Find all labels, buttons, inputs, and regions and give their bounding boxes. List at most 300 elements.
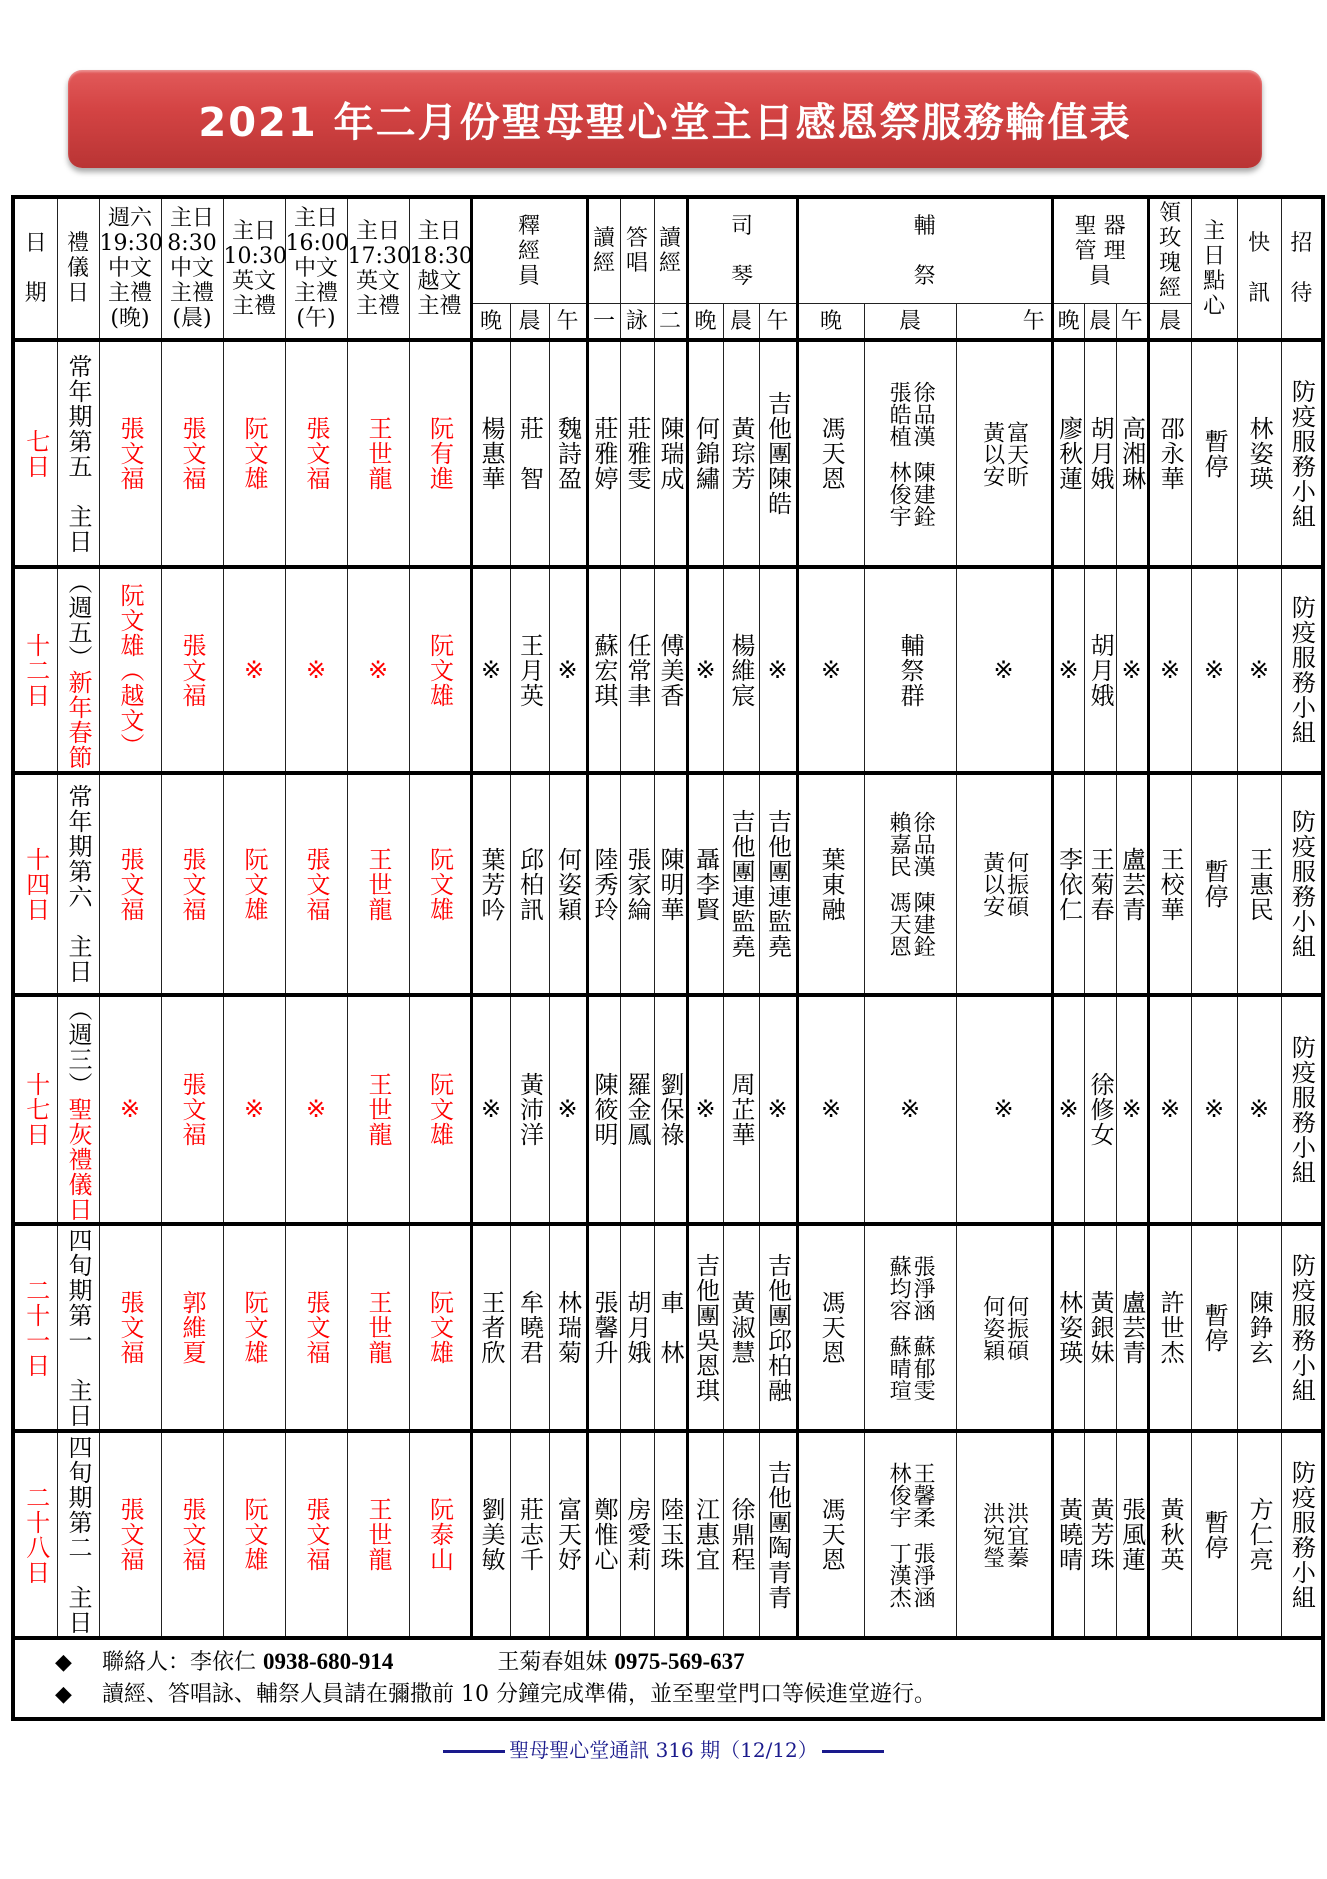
cell-sacristan-morning xyxy=(1084,340,1116,567)
cell-mass-sat-1930 xyxy=(99,340,161,567)
cell-sacristan-noon xyxy=(1116,995,1148,1224)
cell-reading2 xyxy=(654,773,687,995)
cell-lector-explainer-morning xyxy=(510,340,549,567)
date: 二十八日 xyxy=(21,1484,50,1585)
cell-altar-server-morning xyxy=(864,773,956,995)
preparation-note: 讀經、答唱詠、輔祭人員請在彌撒前 10 分鐘完成準備，並至聖堂門口等候進堂遊行。 xyxy=(102,1682,936,1707)
cell-altar-server-morning xyxy=(864,1224,956,1431)
cell-altar-server-morning xyxy=(864,995,956,1224)
liturgy-part: 聖灰禮儀日 xyxy=(64,1097,92,1222)
name-group: 陳建銓 馮天恩 xyxy=(886,891,936,957)
assignee: ※ xyxy=(1117,1095,1146,1124)
cell-sacristan-noon xyxy=(1116,773,1148,995)
assignee: 傅美香 xyxy=(656,632,685,708)
header-newsletter: 快 訊 xyxy=(1237,197,1281,340)
assignee: 張文福 xyxy=(178,632,206,708)
title-banner xyxy=(68,70,1262,168)
cell-mass-sun-0830 xyxy=(161,773,223,995)
contact-phone-2: 0975-569-637 xyxy=(614,1649,745,1674)
assignee: 馮天恩 xyxy=(817,416,846,491)
date: 十七日 xyxy=(21,1072,50,1147)
header-psalm: 答 唱 xyxy=(620,197,654,304)
cell-usher xyxy=(1281,995,1323,1224)
assignee: 吉他團陳皓 xyxy=(763,391,792,516)
cell-rosary-morning xyxy=(1148,1431,1191,1638)
assignee: ※ xyxy=(1245,1095,1274,1124)
assignee: 任常聿 xyxy=(623,632,652,708)
contact-name-2: 王菊春姐妹 xyxy=(497,1650,608,1675)
cell-sacristan-evening xyxy=(1052,340,1084,567)
assignee: 胡月娥 xyxy=(1086,416,1115,491)
cell-mass-sun-0830 xyxy=(161,567,223,773)
assignee: 王惠民 xyxy=(1245,846,1274,922)
assignee: 郭維夏 xyxy=(178,1290,206,1365)
cell-newsletter xyxy=(1237,1431,1281,1638)
assignee: ※ xyxy=(763,1095,792,1124)
assignee: 廖秋蓮 xyxy=(1054,416,1083,491)
cell-psalm xyxy=(620,1224,654,1431)
cell-usher xyxy=(1281,1224,1323,1431)
cell-mass-sun-1030 xyxy=(223,995,285,1224)
assignee: ※ xyxy=(817,1095,846,1124)
header-mass-sun-0830: 主日 8:30 中文 主禮 (晨) xyxy=(161,197,223,340)
assignee: 張文福 xyxy=(116,1290,144,1365)
cell-altar-server-morning xyxy=(864,1431,956,1638)
assignee: 莊志千 xyxy=(515,1497,544,1572)
cell-lector-explainer-morning xyxy=(510,995,549,1224)
roster-row xyxy=(13,340,1323,567)
roster-row xyxy=(13,1431,1323,1638)
cell-altar-server-noon xyxy=(956,1224,1052,1431)
assignee: 胡月娥 xyxy=(1086,632,1115,708)
roster-body xyxy=(13,340,1323,1638)
date: 十二日 xyxy=(21,632,50,708)
divider-line xyxy=(443,1750,505,1753)
assignee: 王者欣 xyxy=(477,1290,505,1365)
assignee: 暫停 xyxy=(1200,1302,1229,1353)
assignee: 邵永華 xyxy=(1156,416,1185,491)
cell-mass-sun-1600 xyxy=(285,340,347,567)
assignee: 聶李賢 xyxy=(691,846,720,922)
footer-notes xyxy=(13,1638,1323,1719)
cell-sacristan-evening xyxy=(1052,1224,1084,1431)
cell-mass-sun-1600 xyxy=(285,1224,347,1431)
cell-sacristan-morning xyxy=(1084,1431,1116,1638)
header-session-evening: 晚 xyxy=(687,304,723,341)
cell-reading1 xyxy=(587,567,620,773)
header-organist: 司 琴 xyxy=(687,197,797,304)
assignee: ※ xyxy=(1156,655,1185,685)
diamond-icon: ◆ xyxy=(55,1650,72,1675)
cell-lector-explainer-noon xyxy=(549,340,587,567)
cell-organist-morning xyxy=(723,1224,759,1431)
assignee: 陳筱明 xyxy=(590,1072,619,1147)
assignee: ※ xyxy=(1200,1095,1229,1124)
assignee: ※ xyxy=(553,1095,582,1124)
assignee: 徐鼎程 xyxy=(727,1497,756,1572)
liturgy-part: 四旬期第一 主日 xyxy=(64,1227,92,1428)
liturgy-part: （週五） xyxy=(64,570,92,670)
liturgy-part: 常年期第六 主日 xyxy=(64,784,92,984)
assignee: 莊雅雯 xyxy=(623,416,652,491)
cell-rosary-morning xyxy=(1148,1224,1191,1431)
cell-reading1 xyxy=(587,1431,620,1638)
cell-mass-sun-1030 xyxy=(223,773,285,995)
cell-mass-sun-1830 xyxy=(409,567,471,773)
assignee: 王世龍 xyxy=(364,416,392,491)
cell-rosary-morning xyxy=(1148,340,1191,567)
assignee: 暫停 xyxy=(1200,1509,1229,1560)
header-reading2-sub: 二 xyxy=(654,304,687,341)
assignee: ※ xyxy=(989,1095,1018,1124)
date-cell xyxy=(13,1431,57,1638)
cell-lector-explainer-morning xyxy=(510,1224,549,1431)
header-session-morning: 晨 xyxy=(864,304,956,341)
cell-organist-morning xyxy=(723,1431,759,1638)
assignee: 張文福 xyxy=(178,1497,206,1572)
cell-organist-evening xyxy=(687,1224,723,1431)
cell-lector-explainer-noon xyxy=(549,1224,587,1431)
liturgy-cell xyxy=(57,995,99,1224)
name-group: 蘇郁雯 蘇晴瑄 xyxy=(886,1334,936,1401)
assignee: 陳瑞成 xyxy=(656,416,685,491)
assignee: 莊雅婷 xyxy=(590,416,619,491)
header-reading2: 讀 經 xyxy=(654,197,687,304)
duty-roster-table xyxy=(11,195,1325,1721)
assignee: 張文福 xyxy=(116,846,144,922)
header-mass-sun-1030: 主日 10:30 英文 主禮 xyxy=(223,197,285,340)
cell-lector-explainer-evening xyxy=(471,1431,510,1638)
assignee: 防疫服務小組 xyxy=(1287,595,1316,745)
cell-sacristan-evening xyxy=(1052,567,1084,773)
contact-label: 聯絡人：李依仁 xyxy=(102,1650,257,1675)
assignee: 張文福 xyxy=(302,1497,330,1572)
cell-mass-sun-1730 xyxy=(347,995,409,1224)
cell-mass-sun-1030 xyxy=(223,340,285,567)
cell-organist-morning xyxy=(723,567,759,773)
cell-snack xyxy=(1191,1224,1237,1431)
assignee: ※ xyxy=(477,655,505,685)
roster-row xyxy=(13,1224,1323,1431)
cell-organist-evening xyxy=(687,1431,723,1638)
cell-mass-sun-1730 xyxy=(347,773,409,995)
assignee: 阮文雄 xyxy=(425,1072,454,1147)
diamond-icon: ◆ xyxy=(55,1682,72,1707)
cell-lector-explainer-evening xyxy=(471,340,510,567)
header-session-evening: 晚 xyxy=(797,304,864,341)
name-group: 張淨涵 蘇均容 xyxy=(886,1254,936,1321)
assignee: 王世龍 xyxy=(364,1072,392,1147)
cell-sacristan-noon xyxy=(1116,340,1148,567)
assignee: 陸玉珠 xyxy=(656,1497,685,1572)
assignee: 莊 智 xyxy=(515,416,544,491)
contact-line xyxy=(55,1646,1321,1679)
assignee: 防疫服務小組 xyxy=(1287,1252,1316,1403)
assignee: 吉他團連監堯 xyxy=(727,809,756,959)
assignee: 黃銀妹 xyxy=(1086,1290,1115,1365)
assignee: 富天妤 xyxy=(553,1497,582,1572)
name-group: 何振碩 黃以安 xyxy=(979,851,1029,917)
header-rosary: 領 玫 瑰 經 xyxy=(1148,197,1191,304)
assignee: ※ xyxy=(116,1095,144,1124)
contact-phone-1: 0938-680-914 xyxy=(263,1649,394,1674)
cell-altar-server-evening xyxy=(797,1431,864,1638)
cell-organist-evening xyxy=(687,773,723,995)
date: 十四日 xyxy=(21,846,50,922)
assignee: 張文福 xyxy=(178,1072,206,1147)
assignee: 防疫服務小組 xyxy=(1287,809,1316,959)
header-session-evening: 晚 xyxy=(471,304,510,341)
assignee: ※ xyxy=(763,655,792,685)
cell-altar-server-morning xyxy=(864,340,956,567)
assignee: 劉美敏 xyxy=(477,1497,505,1572)
assignee: 楊維宸 xyxy=(727,632,756,708)
cell-mass-sun-1600 xyxy=(285,995,347,1224)
name-group: 王馨柔 林俊宇 xyxy=(886,1461,936,1528)
assignee: ※ xyxy=(302,655,330,685)
liturgy-part: 新年春節 xyxy=(64,670,92,770)
cell-altar-server-evening xyxy=(797,340,864,567)
liturgy-cell xyxy=(57,773,99,995)
assignee: 陳明華 xyxy=(656,846,685,922)
assignee: 吉他團邱柏融 xyxy=(763,1252,792,1403)
assignee: 張文福 xyxy=(116,416,144,491)
cell-reading1 xyxy=(587,340,620,567)
date: 七日 xyxy=(21,428,50,479)
header-lector-explainer: 釋 經 員 xyxy=(471,197,587,304)
assignee: 鄭惟心 xyxy=(590,1497,619,1572)
assignee: 陳錚玄 xyxy=(1245,1290,1274,1365)
cell-mass-sun-1830 xyxy=(409,773,471,995)
cell-psalm xyxy=(620,1431,654,1638)
cell-sacristan-morning xyxy=(1084,1224,1116,1431)
header-row xyxy=(13,197,1323,304)
assignee: 阮有進 xyxy=(425,416,454,491)
cell-reading1 xyxy=(587,1224,620,1431)
assignee: 輔祭群 xyxy=(896,632,925,708)
assignee: ※ xyxy=(240,655,268,685)
liturgy-day xyxy=(64,1228,92,1428)
assignee: ※ xyxy=(477,1095,505,1124)
cell-mass-sun-0830 xyxy=(161,1224,223,1431)
name-group: 徐品漢 張皓植 xyxy=(886,380,936,447)
assignee: 吉他團連監堯 xyxy=(763,809,792,959)
liturgy-day xyxy=(64,997,92,1222)
assignee: 車 林 xyxy=(656,1290,685,1365)
cell-psalm xyxy=(620,773,654,995)
assignee: 張文福 xyxy=(178,846,206,922)
assignee: 張文福 xyxy=(116,1497,144,1572)
assignee: 胡月娥 xyxy=(623,1290,652,1365)
cell-reading2 xyxy=(654,1431,687,1638)
cell-reading2 xyxy=(654,1224,687,1431)
assignee: ※ xyxy=(896,1095,925,1124)
cell-mass-sun-1030 xyxy=(223,1431,285,1638)
cell-altar-server-evening xyxy=(797,773,864,995)
header-mass-sun-1600: 主日 16:00 中文 主禮 (午) xyxy=(285,197,347,340)
header-sacristan: 聖 器 管 理 員 xyxy=(1052,197,1148,304)
cell-rosary-morning xyxy=(1148,995,1191,1224)
cell-snack xyxy=(1191,995,1237,1224)
assignee: 阮文雄 xyxy=(240,1290,268,1365)
cell-reading2 xyxy=(654,995,687,1224)
assignee: 張馨升 xyxy=(590,1290,619,1365)
assignee: ※ xyxy=(553,655,582,685)
header-snack: 主 日 點 心 xyxy=(1191,197,1237,340)
assignee: 方仁亮 xyxy=(1245,1497,1274,1572)
cell-reading2 xyxy=(654,567,687,773)
cell-lector-explainer-noon xyxy=(549,567,587,773)
cell-altar-server-morning xyxy=(864,567,956,773)
cell-mass-sun-1730 xyxy=(347,567,409,773)
cell-mass-sat-1930 xyxy=(99,773,161,995)
assignee: 吉他團陶青青 xyxy=(763,1459,792,1610)
roster-row xyxy=(13,567,1323,773)
assignee: ※ xyxy=(1117,655,1146,685)
cell-lector-explainer-noon xyxy=(549,1431,587,1638)
assignee: 張家綸 xyxy=(623,846,652,922)
assignee: 阮文雄 xyxy=(240,1497,268,1572)
cell-sacristan-evening xyxy=(1052,1431,1084,1638)
cell-altar-server-evening xyxy=(797,995,864,1224)
cell-organist-noon xyxy=(759,995,797,1224)
cell-mass-sun-1730 xyxy=(347,340,409,567)
header-rosary-sub: 晨 xyxy=(1148,304,1191,341)
cell-newsletter xyxy=(1237,995,1281,1224)
assignee: 黃淑慧 xyxy=(727,1290,756,1365)
assignee: 王世龍 xyxy=(364,1497,392,1572)
cell-mass-sun-1600 xyxy=(285,1431,347,1638)
assignee: 阮文雄 xyxy=(425,846,454,922)
assignee: 黃琮芳 xyxy=(727,416,756,491)
cell-sacristan-noon xyxy=(1116,1431,1148,1638)
liturgy-day xyxy=(64,354,92,554)
assignee: 江惠宜 xyxy=(691,1497,720,1572)
cell-organist-evening xyxy=(687,340,723,567)
cell-snack xyxy=(1191,773,1237,995)
assignee: 王菊春 xyxy=(1086,846,1115,922)
header-mass-sat-1930: 週六 19:30 中文 主禮 (晚) xyxy=(99,197,161,340)
liturgy-day xyxy=(64,1435,92,1635)
caption-text: 聖母聖心堂通訊 316 期（12/12） xyxy=(509,1738,818,1762)
page-title: 2021 年二月份聖母聖心堂主日感恩祭服務輪值表 xyxy=(198,99,1132,146)
cell-sacristan-evening xyxy=(1052,773,1084,995)
assignee: 何錦繡 xyxy=(691,416,720,491)
roster-row xyxy=(13,995,1323,1224)
cell-usher xyxy=(1281,340,1323,567)
cell-mass-sat-1930 xyxy=(99,567,161,773)
cell-psalm xyxy=(620,340,654,567)
assignee: 盧芸青 xyxy=(1117,846,1146,922)
header-session-morning: 晨 xyxy=(510,304,549,341)
cell-sacristan-evening xyxy=(1052,995,1084,1224)
name-group: 富天昕 黃以安 xyxy=(979,420,1029,487)
assignee: ※ xyxy=(1156,1095,1185,1124)
assignee: ※ xyxy=(691,1095,720,1124)
assignee: 暫停 xyxy=(1200,428,1229,479)
cell-altar-server-noon xyxy=(956,773,1052,995)
assignee: 阮文雄 xyxy=(240,846,268,922)
cell-sacristan-noon xyxy=(1116,567,1148,773)
liturgy-cell xyxy=(57,1431,99,1638)
header-reading1: 讀 經 xyxy=(587,197,620,304)
cell-altar-server-evening xyxy=(797,567,864,773)
cell-newsletter xyxy=(1237,1224,1281,1431)
assignee: 徐修女 xyxy=(1086,1072,1115,1147)
cell-lector-explainer-evening xyxy=(471,1224,510,1431)
header-mass-sun-1830: 主日 18:30 越文 主禮 xyxy=(409,197,471,340)
assignee: 羅金鳳 xyxy=(623,1072,652,1147)
cell-organist-noon xyxy=(759,340,797,567)
cell-lector-explainer-morning xyxy=(510,567,549,773)
cell-altar-server-noon xyxy=(956,1431,1052,1638)
header-session-noon: 午 xyxy=(956,304,1052,341)
assignee: 盧芸青 xyxy=(1117,1290,1146,1365)
assignee: 蘇宏琪 xyxy=(590,632,619,708)
cell-mass-sun-1730 xyxy=(347,1431,409,1638)
assignee: 張風蓮 xyxy=(1117,1497,1146,1572)
cell-mass-sat-1930 xyxy=(99,1224,161,1431)
date-cell xyxy=(13,340,57,567)
assignee: 阮文雄 xyxy=(425,1290,454,1365)
liturgy-cell xyxy=(57,1224,99,1431)
assignee: 防疫服務小組 xyxy=(1287,1034,1316,1185)
cell-mass-sun-1600 xyxy=(285,773,347,995)
liturgy-cell xyxy=(57,567,99,773)
cell-mass-sun-0830 xyxy=(161,340,223,567)
header-mass-sun-1730: 主日 17:30 英文 主禮 xyxy=(347,197,409,340)
assignee: 邱柏訊 xyxy=(515,846,544,922)
assignee: 高湘琳 xyxy=(1117,416,1146,491)
cell-reading1 xyxy=(587,773,620,995)
cell-mass-sun-1830 xyxy=(409,340,471,567)
assignee: ※ xyxy=(1054,655,1083,685)
cell-altar-server-noon xyxy=(956,995,1052,1224)
assignee: 黃曉晴 xyxy=(1054,1497,1083,1572)
cell-mass-sun-1030 xyxy=(223,567,285,773)
assignee: 黃沛洋 xyxy=(515,1072,544,1147)
assignee: 張文福 xyxy=(302,416,330,491)
assignee: 王月英 xyxy=(515,632,544,708)
cell-sacristan-morning xyxy=(1084,567,1116,773)
assignee: 魏詩盈 xyxy=(553,416,582,491)
assignee: 防疫服務小組 xyxy=(1287,378,1316,529)
name-group: 徐品漢 賴嘉民 xyxy=(886,811,936,877)
header-reading1-sub: 一 xyxy=(587,304,620,341)
cell-lector-explainer-noon xyxy=(549,995,587,1224)
assignee: 葉東融 xyxy=(817,846,846,922)
cell-reading1 xyxy=(587,995,620,1224)
cell-altar-server-noon xyxy=(956,340,1052,567)
cell-sacristan-morning xyxy=(1084,995,1116,1224)
header-altar-server: 輔 祭 xyxy=(797,197,1052,304)
cell-rosary-morning xyxy=(1148,567,1191,773)
liturgy-day xyxy=(64,570,92,770)
cell-lector-explainer-evening xyxy=(471,567,510,773)
cell-lector-explainer-evening xyxy=(471,773,510,995)
assignee: 王校華 xyxy=(1156,846,1185,922)
name-group: 陳建銓 林俊宇 xyxy=(886,460,936,527)
assignee: 周芷華 xyxy=(727,1072,756,1147)
header-psalm-sub: 詠 xyxy=(620,304,654,341)
roster-row xyxy=(13,773,1323,995)
assignee: 阮文雄 xyxy=(425,632,454,708)
cell-mass-sun-0830 xyxy=(161,1431,223,1638)
cell-mass-sun-1030 xyxy=(223,1224,285,1431)
cell-snack xyxy=(1191,1431,1237,1638)
date-cell xyxy=(13,773,57,995)
liturgy-part: 常年期第五 主日 xyxy=(64,353,92,554)
